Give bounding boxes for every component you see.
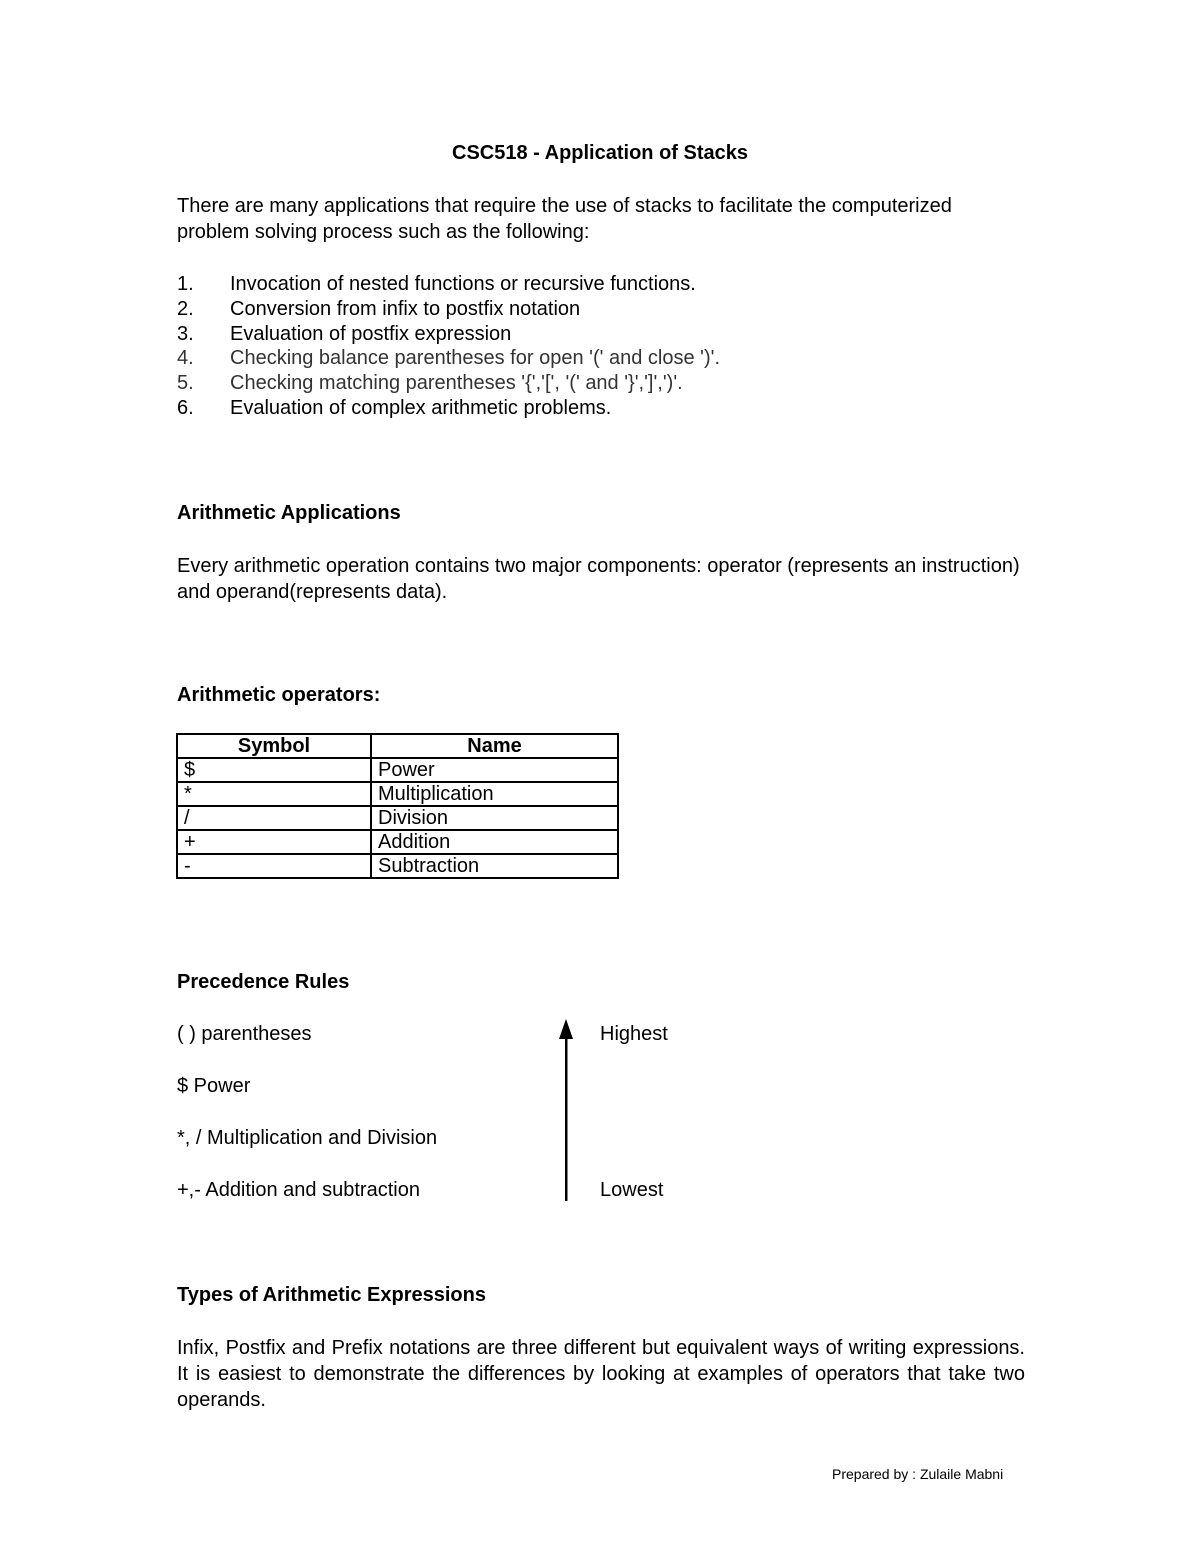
highest-label: Highest <box>600 1023 668 1045</box>
symbol-cell: * <box>177 782 371 806</box>
name-cell: Multiplication <box>371 782 618 806</box>
name-cell: Addition <box>371 830 618 854</box>
list-text: Checking matching parentheses '{','[', '(' and '}',']',')'. <box>230 372 683 395</box>
list-text: Evaluation of postfix expression <box>230 322 512 345</box>
column-header-symbol: Symbol <box>177 734 371 758</box>
name-cell: Power <box>371 758 618 782</box>
list-number: 3. <box>177 322 194 345</box>
list-number: 4. <box>177 347 194 370</box>
list-item <box>177 322 720 347</box>
list-text: Checking balance parentheses for open '(' and close ')'. <box>230 347 721 370</box>
page-title: CSC518 - Application of Stacks <box>452 142 748 164</box>
list-item <box>177 396 720 421</box>
precedence-item-multiplication-division: *, / Multiplication and Division <box>177 1127 438 1149</box>
list-number: 5. <box>177 372 194 395</box>
applications-list <box>177 272 720 421</box>
intro-paragraph: There are many applications that require the use of stacks to facilitate the computerized problem solving process such as the following: <box>177 195 952 243</box>
table-row <box>177 854 618 878</box>
lowest-label: Lowest <box>600 1179 664 1201</box>
symbol-cell: $ <box>177 758 371 782</box>
table-row <box>177 830 618 854</box>
precedence-item-power: $ Power <box>177 1075 251 1097</box>
list-number: 6. <box>177 396 194 419</box>
operators-table <box>176 733 619 879</box>
name-cell: Subtraction <box>371 854 618 878</box>
table-row <box>177 758 618 782</box>
section-heading-types-of-expressions: Types of Arithmetic Expressions <box>177 1284 486 1306</box>
types-of-expressions-paragraph: Infix, Postfix and Prefix notations are three different but equivalent ways of writing expressions. It is easiest to demonstrate the differences by looking at examples of operators that take two operands. <box>177 1337 1025 1411</box>
list-text: Evaluation of complex arithmetic problems. <box>230 396 612 419</box>
symbol-cell: + <box>177 830 371 854</box>
section-heading-arithmetic-applications: Arithmetic Applications <box>177 502 401 524</box>
list-item <box>177 272 720 297</box>
arithmetic-applications-paragraph: Every arithmetic operation contains two major components: operator (represents an instruction) and operand(represents data). <box>177 555 1020 603</box>
list-text: Invocation of nested functions or recursive functions. <box>230 273 696 295</box>
footer-author: Prepared by : Zulaile Mabni <box>832 1466 1004 1482</box>
table-row <box>177 806 618 830</box>
name-cell: Division <box>371 806 618 830</box>
precedence-item-parentheses: ( ) parentheses <box>177 1023 312 1045</box>
table-row <box>177 782 618 806</box>
list-item <box>177 297 720 322</box>
precedence-item-addition-subtraction: +,- Addition and subtraction <box>177 1179 420 1201</box>
section-heading-precedence-rules: Precedence Rules <box>177 971 350 993</box>
column-header-name: Name <box>371 734 618 758</box>
symbol-cell: - <box>177 854 371 878</box>
section-heading-arithmetic-operators: Arithmetic operators: <box>177 684 381 706</box>
list-text: Conversion from infix to postfix notation <box>230 297 581 320</box>
list-item <box>177 371 720 396</box>
list-item <box>177 346 720 371</box>
table-header-row <box>177 734 618 758</box>
arrow-up-icon <box>558 1019 574 1201</box>
list-number: 2. <box>177 297 194 320</box>
symbol-cell: / <box>177 806 371 830</box>
list-number: 1. <box>177 273 194 295</box>
